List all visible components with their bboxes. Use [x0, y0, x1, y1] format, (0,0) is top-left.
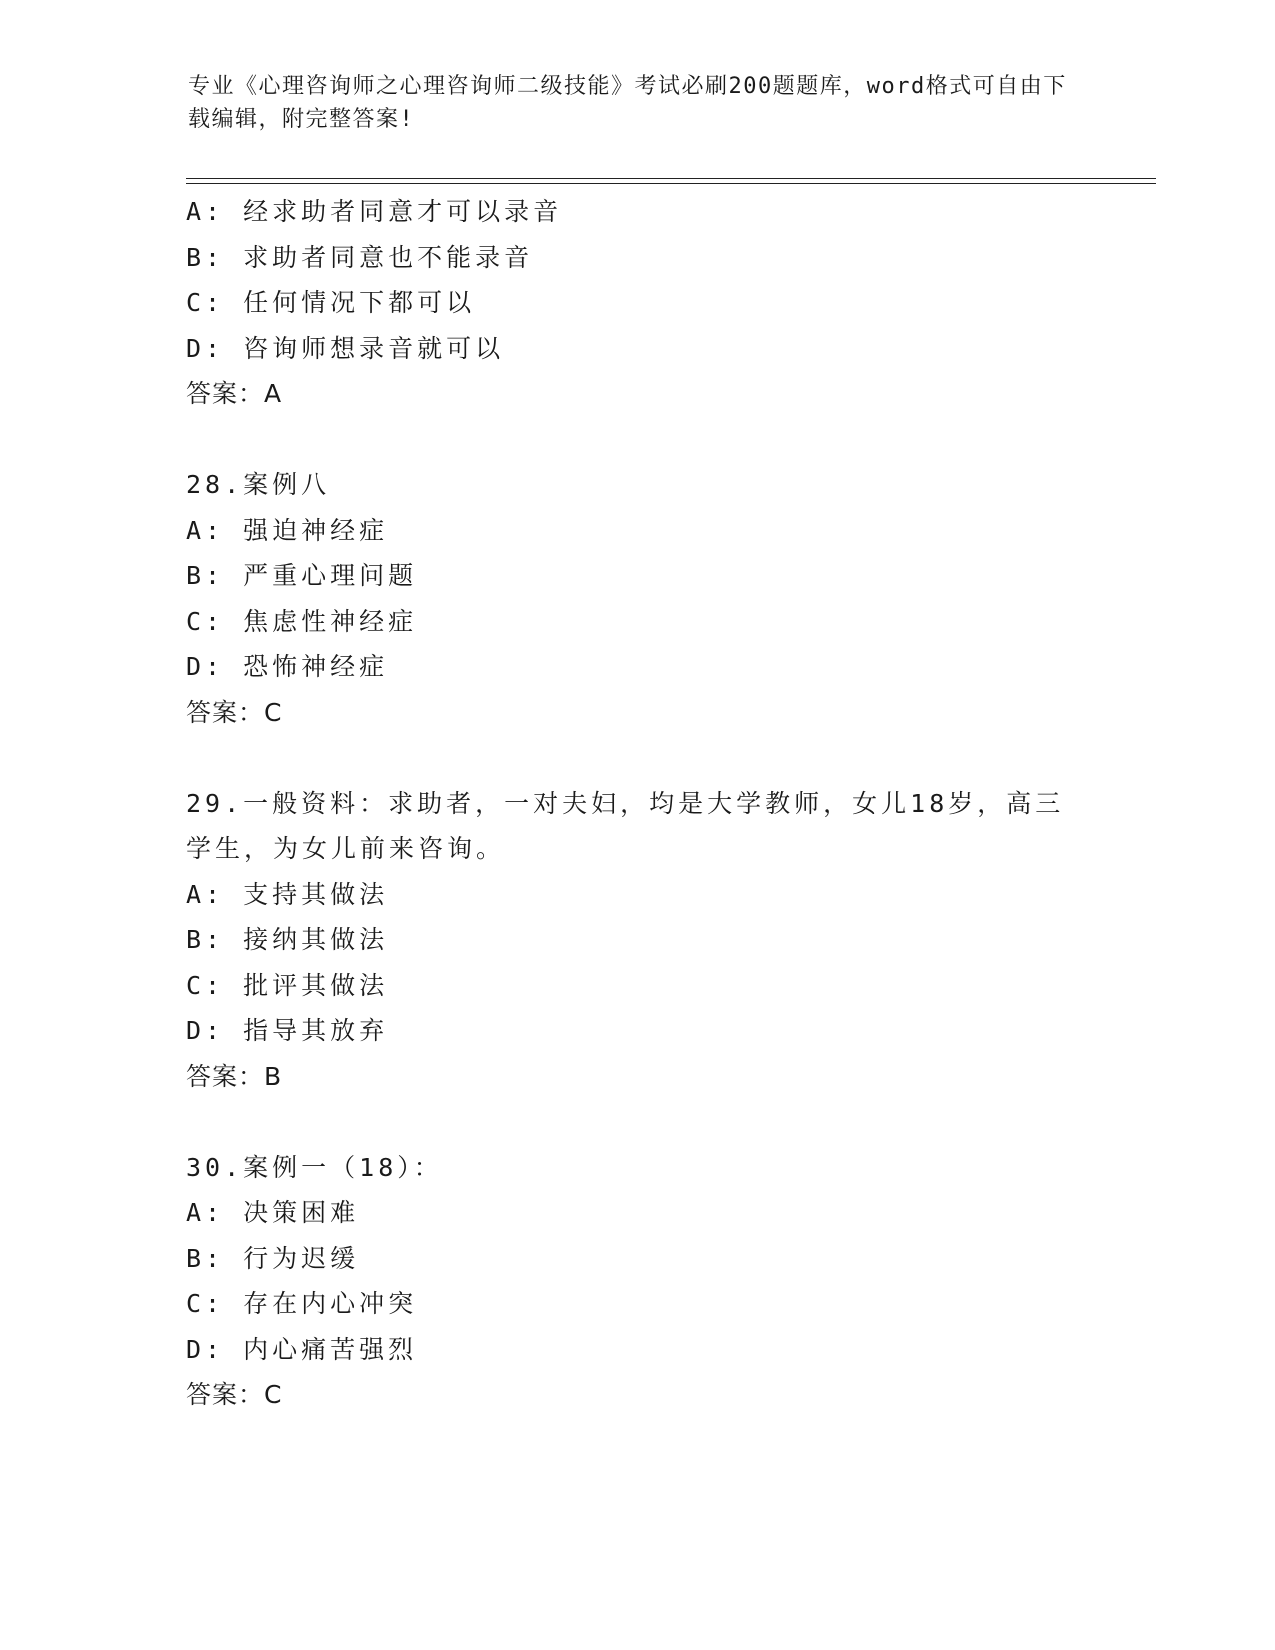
question-list	[186, 189, 1086, 1418]
option-a: A: 决策困难	[186, 1198, 360, 1227]
option-d: D: 指导其放弃	[186, 1016, 389, 1045]
option-b: B: 行为迟缓	[186, 1243, 360, 1273]
header-rule-top	[186, 178, 1156, 179]
option-c: C: 批评其做法	[186, 970, 389, 1000]
option-c: C: 存在内心冲突	[186, 1289, 418, 1318]
document-header	[188, 70, 1068, 136]
option-c: C: 任何情况下都可以	[186, 288, 476, 317]
question-block-27	[186, 189, 1086, 417]
header-text: 专业《心理咨询师之心理咨询师二级技能》考试必刷200题题库，word格式可自由下载编辑，附完整答案!	[188, 74, 1067, 132]
question-title-line-2: 学生，为女儿前来咨询。	[186, 834, 506, 863]
question-block-28	[186, 462, 1086, 735]
spacer	[186, 735, 1086, 781]
option-b: B: 严重心理问题	[186, 561, 418, 590]
header-rule-bottom	[186, 183, 1156, 184]
answer: 答案：B	[186, 1061, 283, 1091]
answer: 答案：C	[186, 697, 283, 727]
question-block-29	[186, 781, 1086, 1100]
spacer	[186, 417, 1086, 463]
option-b: B: 求助者同意也不能录音	[186, 242, 534, 272]
option-a: A: 经求助者同意才可以录音	[186, 197, 563, 226]
option-d: D: 内心痛苦强烈	[186, 1334, 418, 1364]
question-title: 28.案例八	[186, 470, 331, 499]
answer: 答案：C	[186, 1380, 283, 1409]
option-b: B: 接纳其做法	[186, 925, 389, 954]
option-c: C: 焦虑性神经症	[186, 606, 418, 636]
option-a: A: 强迫神经症	[186, 515, 389, 545]
option-d: D: 咨询师想录音就可以	[186, 333, 505, 363]
spacer	[186, 1099, 1086, 1145]
question-title-line-1: 29.一般资料：求助者，一对夫妇，均是大学教师，女儿18岁，高三	[186, 788, 1065, 818]
question-title: 30.案例一（18）：	[186, 1152, 443, 1182]
question-block-30	[186, 1145, 1086, 1418]
option-d: D: 恐怖神经症	[186, 652, 389, 681]
answer: 答案：A	[186, 379, 283, 408]
option-a: A: 支持其做法	[186, 879, 389, 909]
